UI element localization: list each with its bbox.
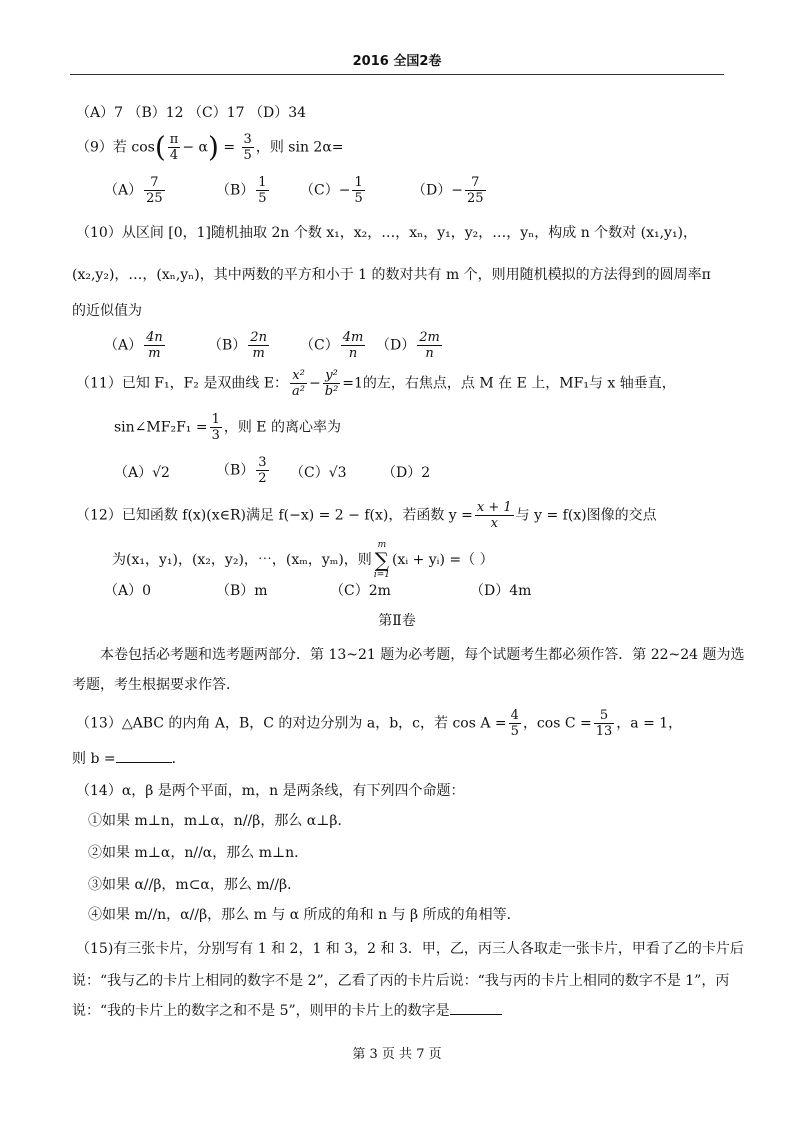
q11-sin-frac	[210, 412, 222, 443]
q14-item-1: ①如果 m⊥n，m⊥α，n//β，那么 α⊥β．	[88, 813, 352, 829]
q13-line2-text: 则 b =	[72, 751, 116, 767]
q11-sin-den: 3	[211, 428, 220, 443]
q12-stem	[76, 500, 657, 531]
q9-prefix: （9）若	[76, 139, 127, 156]
q11-x-num: x²	[290, 368, 307, 384]
q9-option-b	[216, 175, 271, 206]
q13-cosC-num: 5	[594, 708, 615, 724]
q9-option-d-frac	[465, 175, 486, 206]
q11-sin-num: 1	[211, 412, 220, 427]
q14-item-2: ②如果 m⊥α，n//α，那么 m⊥n．	[88, 845, 309, 861]
q15-line3	[72, 1000, 502, 1020]
q9-minus-alpha: − α	[182, 139, 208, 156]
q11-option-c: （C）√3	[290, 465, 347, 481]
q9-option-b-label: （B）	[216, 182, 255, 199]
page-header: 2016 全国2卷	[352, 54, 442, 69]
q13-cosC-den: 13	[595, 724, 613, 739]
q12-option-c: （C）2m	[330, 583, 391, 599]
q10-option-d	[376, 330, 444, 361]
q11-y-frac	[323, 368, 341, 399]
q12-line2	[112, 540, 494, 580]
q9-option-c-num: 1	[354, 175, 363, 190]
q13-prefix: （13）△ABC 的内角 A，B，C 的对边分别为 a，b，c，若 cos A =	[76, 715, 507, 732]
q11-stem	[76, 368, 676, 399]
q10-line1: （10）从区间 [0，1]随机抽取 2n 个数 x₁，x₂，…，xₙ，y₁，y₂，…，yₙ，构成 n 个数对 (x₁,y₁)，	[76, 225, 698, 241]
header-rule	[70, 74, 724, 75]
q12-sigma-bottom: i=1	[373, 570, 390, 580]
q9-option-b-num: 1	[258, 175, 267, 190]
q11-y-num: y²	[323, 368, 341, 384]
q9-option-d-num: 7	[465, 175, 486, 191]
q9-option-c-label: （C）	[300, 182, 339, 199]
q10-option-d-label: （D）	[376, 337, 416, 354]
q13-answer-blank[interactable]	[116, 748, 172, 763]
q9-option-a	[104, 175, 167, 206]
q9-three: 3	[243, 132, 252, 147]
sigma-icon: ∑	[374, 548, 390, 572]
q10-option-b-den: m	[252, 346, 265, 361]
q10-option-d-num: 2m	[419, 330, 440, 345]
q9-option-b-frac	[256, 175, 268, 206]
q11-option-d: （D）2	[382, 465, 431, 481]
q12-suffix: 与 y = f(x)图像的交点	[515, 507, 657, 524]
q11-option-b-frac	[256, 455, 268, 486]
q12-sigma-top: m	[377, 540, 387, 550]
q10-option-c-den: n	[348, 346, 358, 361]
q11-line2-suffix: ，则 E 的离心率为	[223, 419, 341, 436]
q9-option-d-den: 25	[466, 191, 484, 206]
q9-four: 4	[169, 148, 179, 163]
q9-rparen: )	[207, 130, 219, 164]
q10-option-b	[208, 330, 271, 361]
q11-option-a: （A）√2	[114, 465, 170, 481]
page-footer: 第 3 页 共 7 页	[352, 1047, 442, 1062]
q12-frac	[475, 500, 514, 531]
q9-option-d-label: （D）	[412, 182, 452, 199]
q10-option-a-den: m	[148, 346, 161, 361]
q10-option-a-frac	[144, 330, 165, 361]
q12-frac-den: x	[490, 516, 498, 531]
q14-item-3: ③如果 α//β，m⊂α，那么 m//β．	[88, 877, 302, 893]
q9-five: 5	[243, 148, 252, 163]
q12-option-a: （A）0	[104, 583, 152, 599]
q9-eq: =	[223, 139, 236, 156]
q12-line2-prefix: 为(x₁，y₁)，(x₂，y₂)，	[112, 552, 258, 568]
q14-stem: （14）α，β 是两个平面，m，n 是两条线，有下列四个命题：	[76, 783, 465, 799]
q9-pi-frac	[168, 132, 181, 163]
q12-option-b: （B）m	[216, 583, 268, 599]
q12-frac-num: x + 1	[476, 500, 512, 515]
q13-line2: 则 b = ．	[72, 748, 186, 768]
q12-dots: ⋯	[257, 552, 272, 568]
q15-line3-text: 说：“我的卡片上的数字之和不是 5”，则甲的卡片上的数字是	[72, 1003, 450, 1019]
q13-stem	[76, 708, 682, 739]
q10-option-a	[104, 330, 167, 361]
q13-suffix: ，a = 1，	[616, 715, 683, 732]
q11-sin: sin∠MF₂F₁ =	[114, 419, 208, 436]
q10-option-c-num: 4m	[342, 330, 364, 345]
q11-line2	[114, 412, 341, 443]
q11-x-frac	[290, 368, 307, 399]
q12-line2-mid: ，(xₘ，yₘ)，则	[271, 552, 372, 568]
q10-option-a-label: （A）	[104, 337, 143, 354]
q9-option-c-den: 5	[354, 191, 363, 206]
q12-prefix: （12）已知函数 f(x)(x∈R)满足 f(−x) = 2 − f(x)，若函数 y =	[76, 507, 473, 524]
part2-intro-line1: 本卷包括必考题和选考题两部分．第 13~21 题为必考题，每个试题考生都必须作答．第 22~24 题为选	[100, 647, 745, 663]
part2-title: 第Ⅱ卷	[378, 613, 416, 629]
q9-option-c-sign: −	[338, 182, 351, 199]
q9-option-a-label: （A）	[104, 182, 143, 199]
q14-item-4: ④如果 m//n，α//β，那么 m 与 α 所成的角和 n 与 β 所成的角相等．	[88, 907, 521, 923]
q9-value-frac	[242, 132, 254, 163]
q9-lparen: (	[154, 130, 166, 164]
q12-option-d: （D）4m	[470, 583, 532, 599]
q10-option-b-label: （B）	[208, 337, 247, 354]
q9-option-b-den: 5	[258, 191, 267, 206]
q9-option-a-den: 25	[146, 191, 163, 206]
q13-cosA-frac	[509, 708, 521, 739]
q15-line2: 说：“我与乙的卡片上相同的数字不是 2”，乙看了丙的卡片后说：“我与丙的卡片上相同的数字不是 1”，丙	[72, 973, 730, 989]
q9-option-c-frac	[352, 175, 364, 206]
q15-line1: （15)有三张卡片，分别写有 1 和 2，1 和 3，2 和 3．甲，乙，丙三人各取走一张卡片，甲看了乙的卡片后	[76, 941, 744, 957]
q12-sigma	[374, 540, 390, 580]
q11-suffix: =1的左，右焦点，点 M 在 E 上，MF₁与 x 轴垂直，	[342, 375, 676, 392]
q10-option-d-den: n	[425, 346, 434, 361]
q11-x-den: a²	[292, 384, 306, 399]
q10-option-c-frac	[341, 330, 366, 361]
q12-line2-suffix: (xᵢ + yᵢ) =（ ）	[391, 552, 494, 568]
part2-intro-line2: 考题，考生根据要求作答．	[72, 677, 240, 693]
q11-y-den: b²	[324, 384, 339, 399]
q9-cos: cos	[131, 139, 155, 156]
q11-option-b	[216, 455, 271, 486]
q13-mid: ，cos C =	[522, 715, 592, 732]
q9-suffix: ，则 sin 2α=	[255, 139, 344, 156]
q11-minus: −	[309, 375, 321, 392]
q9-pi: π	[169, 132, 179, 147]
q13-cosA-den: 5	[510, 724, 519, 739]
q15-answer-blank[interactable]	[450, 1000, 502, 1015]
q13-cosA-num: 4	[510, 708, 519, 723]
q9-option-a-num: 7	[144, 175, 165, 191]
q10-option-a-num: 4n	[146, 330, 163, 345]
q10-option-c-label: （C）	[300, 337, 339, 354]
q9-option-d-sign: −	[451, 182, 463, 199]
q9-stem	[76, 132, 344, 163]
q11-option-b-den: 2	[258, 471, 267, 486]
q10-line2: (x₂,y₂)，…，(xₙ,yₙ)，其中两数的平方和小于 1 的数对共有 m 个，则用随机模拟的方法得到的圆周率π	[72, 267, 711, 283]
q13-cosC-frac	[594, 708, 615, 739]
q11-prefix: （11）已知 F₁，F₂ 是双曲线 E：	[76, 375, 289, 392]
q9-option-a-frac	[144, 175, 165, 206]
q10-option-c	[300, 330, 367, 361]
q11-option-b-num: 3	[258, 455, 267, 470]
q10-option-d-frac	[417, 330, 442, 361]
q10-option-b-frac	[248, 330, 269, 361]
q8-options: （A）7 （B）12 （C）17 （D）34	[76, 105, 307, 121]
q11-option-b-label: （B）	[216, 462, 255, 479]
q9-option-d	[412, 175, 488, 206]
q9-option-c	[300, 175, 367, 206]
q10-line3: 的近似值为	[72, 303, 142, 319]
q10-option-b-num: 2n	[250, 330, 267, 345]
